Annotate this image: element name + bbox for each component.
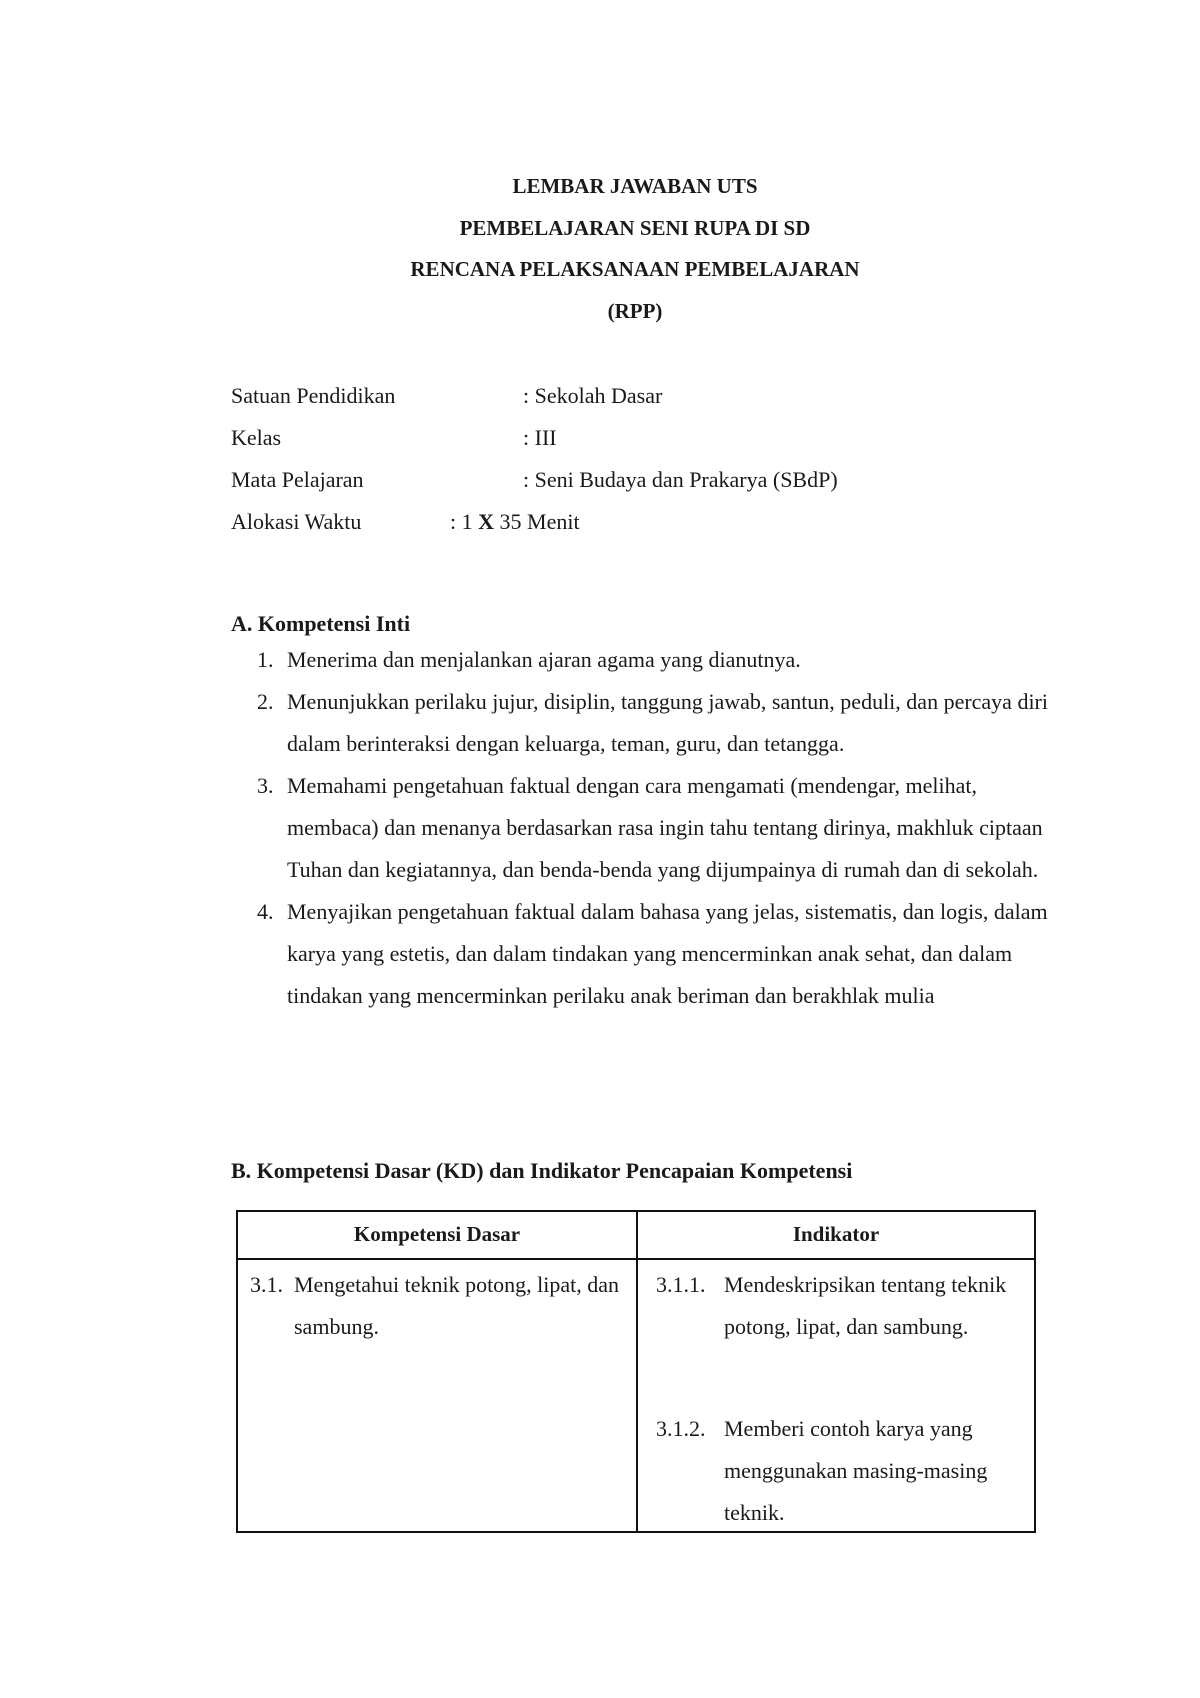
document-subtitle: PEMBELAJARAN SENI RUPA DI SD bbox=[459, 216, 811, 240]
document-title: LEMBAR JAWABAN UTS bbox=[512, 174, 758, 198]
list-item-number: 3. bbox=[257, 773, 274, 798]
table-header-competency: Kompetensi Dasar bbox=[353, 1222, 521, 1246]
identity-value-school: : Sekolah Dasar bbox=[523, 383, 663, 408]
list-item bbox=[257, 681, 1057, 765]
list-item bbox=[257, 765, 1057, 891]
list-item-number: 2. bbox=[257, 689, 274, 714]
identity-label-school: Satuan Pendidikan bbox=[231, 383, 396, 408]
indicator-number: 3.1.2. bbox=[656, 1416, 706, 1441]
table-header-divider bbox=[238, 1258, 1034, 1260]
list-item-text: Memahami pengetahuan faktual dengan cara mengamati (mendengar, melihat, membaca) dan menanya berdasarkan rasa ingin tahu tentang dirinya, makhluk ciptaan Tuhan dan kegiatannya, dan benda-benda yang dijumpainya di rumah dan di sekolah. bbox=[287, 773, 1043, 882]
list-item bbox=[257, 639, 1057, 681]
identity-value-time: : 1 X 35 Menit bbox=[450, 509, 580, 534]
competency-table bbox=[236, 1210, 1036, 1533]
list-item-text: Menunjukkan perilaku jujur, disiplin, tanggung jawab, santun, peduli, dan percaya diri dalam berinteraksi dengan keluarga, teman, guru, dan tetangga. bbox=[287, 689, 1048, 756]
list-item-number: 1. bbox=[257, 647, 274, 672]
core-competency-list bbox=[257, 639, 1057, 1017]
list-item bbox=[257, 891, 1057, 1017]
kd-text: Mengetahui teknik potong, lipat, dan sambung. bbox=[294, 1272, 620, 1339]
identity-label-subject: Mata Pelajaran bbox=[231, 467, 364, 492]
section-a-heading: A. Kompetensi Inti bbox=[231, 611, 411, 636]
list-item-text: Menyajikan pengetahuan faktual dalam bahasa yang jelas, sistematis, dan logis, dalam karya yang estetis, dan dalam tindakan yang mencerminkan anak sehat, dan dalam tindakan yang mencerminkan perilaku anak beriman dan berakhlak mulia bbox=[287, 899, 1048, 1008]
section-b-heading: B. Kompetensi Dasar (KD) dan Indikator Pencapaian Kompetensi bbox=[231, 1158, 853, 1183]
identity-value-subject: : Seni Budaya dan Prakarya (SBdP) bbox=[523, 467, 838, 492]
indicator-number: 3.1.1. bbox=[656, 1272, 706, 1297]
indicator-text: Mendeskripsikan tentang teknik potong, lipat, dan sambung. bbox=[724, 1272, 1007, 1339]
list-item-text: Menerima dan menjalankan ajaran agama yang dianutnya. bbox=[287, 647, 801, 672]
identity-label-class: Kelas bbox=[231, 425, 282, 450]
list-item-number: 4. bbox=[257, 899, 274, 924]
document-heading-abbr: (RPP) bbox=[607, 299, 663, 323]
identity-value-class: : III bbox=[523, 425, 557, 450]
identity-label-time: Alokasi Waktu bbox=[231, 509, 362, 534]
document-heading-rpp: RENCANA PELAKSANAAN PEMBELAJARAN bbox=[410, 257, 860, 281]
indicator-text: Memberi contoh karya yang menggunakan masing-masing teknik. bbox=[724, 1416, 988, 1525]
table-column-divider bbox=[636, 1212, 638, 1531]
table-header-indicator: Indikator bbox=[792, 1222, 880, 1246]
kd-number: 3.1. bbox=[250, 1272, 283, 1297]
